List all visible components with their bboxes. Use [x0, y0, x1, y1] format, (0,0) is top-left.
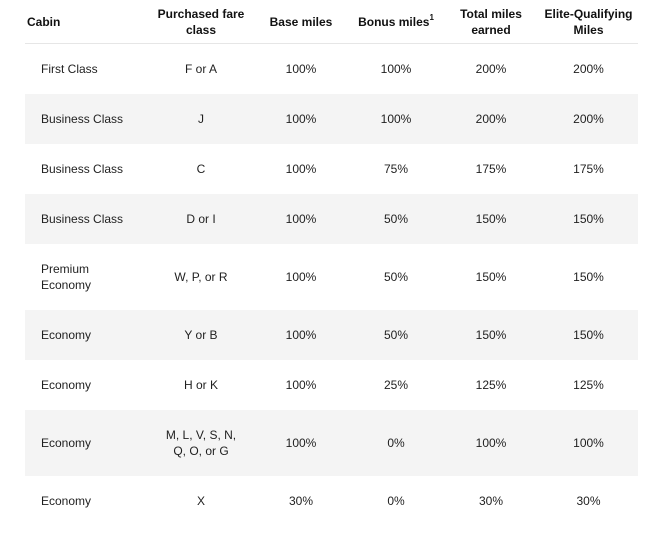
bonus-miles-cell: 100% [380, 112, 412, 126]
bonus-miles-cell: 0% [387, 436, 405, 450]
cabin-cell: Business Class [41, 112, 124, 126]
fare-class-cell: D or I [186, 212, 216, 226]
elite-miles-cell: 175% [573, 162, 604, 176]
header-elite-line2: Miles [573, 22, 604, 37]
cabin-cell: Business Class [41, 162, 124, 176]
fare-class-cell: H or K [183, 378, 218, 392]
table-row [25, 244, 638, 310]
elite-miles-cell: 150% [573, 328, 604, 342]
bonus-miles-cell: 50% [383, 270, 409, 284]
elite-miles-cell: 30% [576, 494, 601, 508]
footnote-marker[interactable]: 1 [429, 12, 434, 22]
elite-miles-cell: 200% [573, 62, 604, 76]
fare-class-cell: W, P, or R [174, 270, 228, 284]
total-miles-cell: 150% [475, 270, 507, 284]
cabin-cell: Premium Economy [41, 262, 92, 292]
cabin-cell: Economy [41, 494, 92, 508]
cabin-cell: Economy [41, 378, 92, 392]
table-row [25, 360, 638, 410]
total-miles-cell: 175% [475, 162, 507, 176]
table-row [25, 310, 638, 360]
base-miles-cell: 100% [285, 436, 317, 450]
bonus-miles-cell: 75% [383, 162, 409, 176]
table-row [25, 410, 638, 476]
header-base-miles: Base miles [269, 14, 333, 29]
elite-miles-cell: 150% [573, 270, 604, 284]
bonus-miles-cell: 50% [383, 212, 409, 226]
header-bonus-miles-label: Bonus miles [358, 14, 430, 29]
cabin-cell: Economy [41, 436, 92, 450]
base-miles-cell: 100% [285, 270, 317, 284]
table-row [25, 194, 638, 244]
base-miles-cell: 100% [285, 62, 317, 76]
header-fare-class: Purchased fare class [157, 6, 245, 37]
total-miles-cell: 100% [475, 436, 507, 450]
elite-miles-cell: 200% [573, 112, 604, 126]
table-header-row [25, 0, 638, 44]
table-row [25, 44, 638, 94]
header-total-miles: Total miles earned [460, 6, 522, 37]
base-miles-cell: 100% [285, 112, 317, 126]
header-bonus-miles [349, 14, 443, 30]
bonus-miles-cell: 50% [383, 328, 409, 342]
total-miles-cell: 150% [475, 212, 507, 226]
bonus-miles-cell: 0% [387, 494, 405, 508]
table-row [25, 476, 638, 526]
elite-miles-cell: 100% [573, 436, 604, 450]
total-miles-cell: 30% [478, 494, 504, 508]
cabin-cell: First Class [41, 62, 98, 76]
bonus-miles-cell: 100% [380, 62, 412, 76]
fare-class-cell: C [196, 162, 206, 176]
cabin-cell: Economy [41, 328, 92, 342]
fare-class-cell: M, L, V, S, N, Q, O, or G [165, 428, 237, 458]
base-miles-cell: 100% [285, 212, 317, 226]
total-miles-cell: 200% [475, 62, 507, 76]
fare-class-table [25, 0, 638, 526]
elite-miles-cell: 150% [573, 212, 604, 226]
total-miles-cell: 200% [475, 112, 507, 126]
header-elite-qualifying-miles [539, 6, 638, 38]
fare-class-cell: Y or B [184, 328, 218, 342]
fare-class-cell: X [196, 494, 205, 508]
bonus-miles-cell: 25% [383, 378, 409, 392]
total-miles-cell: 125% [475, 378, 507, 392]
header-elite-line1: Elite-Qualifying [544, 6, 633, 21]
base-miles-cell: 100% [285, 378, 317, 392]
header-cabin: Cabin [27, 14, 61, 29]
cabin-cell: Business Class [41, 212, 124, 226]
total-miles-cell: 150% [475, 328, 507, 342]
base-miles-cell: 30% [288, 494, 314, 508]
base-miles-cell: 100% [285, 328, 317, 342]
base-miles-cell: 100% [285, 162, 317, 176]
table-row [25, 144, 638, 194]
table-row [25, 94, 638, 144]
elite-miles-cell: 125% [573, 378, 604, 392]
fare-class-cell: J [198, 112, 204, 126]
fare-class-cell: F or A [184, 62, 217, 76]
